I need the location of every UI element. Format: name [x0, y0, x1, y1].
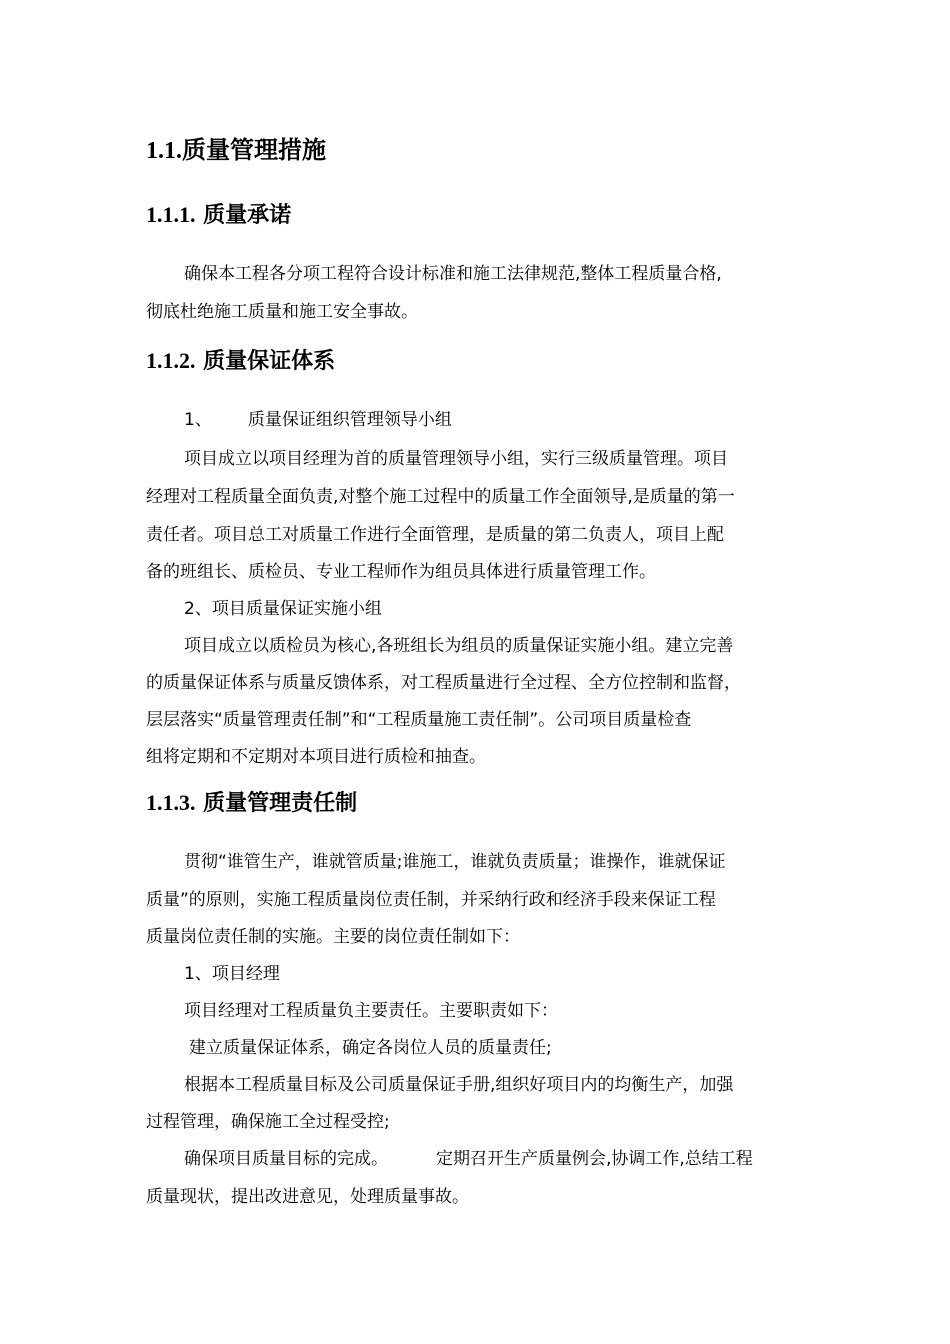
heading-number: 1.1.3.	[146, 790, 196, 815]
heading-1-1-2	[146, 346, 335, 377]
paragraph-line	[146, 1140, 844, 1178]
paragraph-line: 建立质量保证体系，确定各岗位人员的质量责任;	[189, 1038, 552, 1058]
heading-1-1-3	[146, 788, 357, 819]
heading-number: 1.1.	[146, 138, 182, 164]
paragraph-line: 质量现状，提出改进意见，处理质量事故。	[146, 1187, 469, 1207]
paragraph-line: 项目经理对工程质量负主要责任。主要职责如下：	[184, 1001, 558, 1021]
paragraph-line: 项目成立以质检员为核心,各班组长为组员的质量保证实施小组。建立完善	[184, 636, 734, 656]
heading-number: 1.1.2.	[146, 348, 196, 373]
list-number: 1、	[184, 410, 212, 430]
heading-1-1	[146, 134, 326, 167]
paragraph-line: 的质量保证体系与质量反馈体系，对工程质量进行全过程、全方位控制和监督，	[146, 673, 741, 693]
list-item	[146, 401, 844, 439]
paragraph-line: 根据本工程质量目标及公司质量保证手册,组织好项目内的均衡生产，加强	[184, 1075, 734, 1095]
paragraph-line: 贯彻“谁管生产，谁就管质量;谁施工，谁就负责质量；谁操作，谁就保证	[184, 852, 726, 872]
paragraph-line: 质量岗位责任制的实施。主要的岗位责任制如下：	[146, 927, 520, 947]
list-item: 2、项目质量保证实施小组	[184, 599, 382, 619]
paragraph-line: 过程管理，确保施工全过程受控;	[146, 1112, 390, 1132]
paragraph-line: 层层落实“质量管理责任制”和“工程质量施工责任制”。公司项目质量检查	[146, 710, 692, 730]
heading-title: 质量管理责任制	[203, 791, 358, 816]
list-text: 质量保证组织管理领导小组	[247, 410, 452, 430]
heading-title: 质量管理措施	[182, 136, 326, 164]
paragraph-line: 质量”的原则，实施工程质量岗位责任制，并采纳行政和经济手段来保证工程	[146, 890, 716, 910]
paragraph-line: 备的班组长、质检员、专业工程师作为组员具体进行质量管理工作。	[146, 562, 656, 582]
list-item: 1、项目经理	[184, 964, 280, 984]
text-span: 定期召开生产质量例会,协调工作,总结工程	[436, 1149, 753, 1169]
paragraph-line: 彻底杜绝施工质量和施工安全事故。	[146, 302, 418, 322]
paragraph-line: 项目成立以项目经理为首的质量管理领导小组，实行三级质量管理。项目	[184, 449, 728, 469]
heading-1-1-1	[146, 200, 291, 231]
paragraph-line: 确保本工程各分项工程符合设计标准和施工法律规范,整体工程质量合格,	[184, 264, 722, 284]
heading-number: 1.1.1.	[146, 202, 196, 227]
paragraph-line: 经理对工程质量全面负责,对整个施工过程中的质量工作全面领导,是质量的第一	[146, 487, 735, 507]
heading-title: 质量承诺	[203, 203, 292, 228]
text-span: 确保项目质量目标的完成。	[184, 1149, 388, 1169]
paragraph-line: 组将定期和不定期对本项目进行质检和抽查。	[146, 747, 486, 767]
heading-title: 质量保证体系	[203, 349, 336, 374]
paragraph-line: 责任者。项目总工对质量工作进行全面管理，是质量的第二负责人，项目上配	[146, 525, 724, 545]
